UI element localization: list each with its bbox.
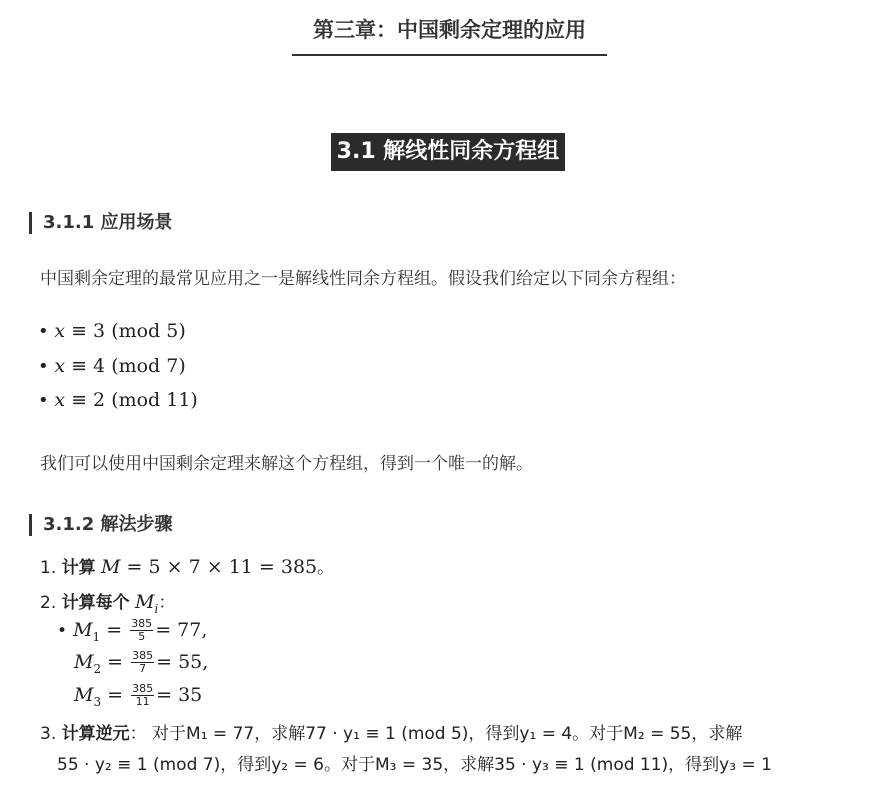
- step-3-line-2: 55 · y₂ ≡ 1 (mod 7)，得到y₂ = 6。对于M₃ = 35，求解35 · y₃ ≡ 1 (mod 11)，得到y₃ = 1: [57, 755, 772, 775]
- fraction-numerator: 385: [131, 617, 153, 630]
- step-3-continued: [57, 750, 772, 775]
- subsection-heading-scene: 3.1.1 应用场景: [29, 212, 173, 234]
- bullet: •: [38, 390, 55, 411]
- fraction-numerator: 385: [132, 682, 154, 695]
- formula-result: = 55,: [156, 651, 209, 673]
- step-expression: = 5 × 7 × 11 = 385: [120, 556, 318, 578]
- fraction: [130, 618, 153, 643]
- section-title-wrap: [0, 133, 882, 171]
- step-number: 2.: [40, 593, 57, 613]
- fraction-denominator: 5: [138, 630, 146, 643]
- bullet: •: [38, 321, 55, 342]
- equation-text: ≡ 2 (mod 11): [65, 389, 198, 411]
- step-number: 1.: [40, 558, 57, 578]
- formula-variable: M: [74, 651, 94, 673]
- subsection-heading-steps: 3.1.2 解法步骤: [29, 514, 173, 536]
- equation-variable: x: [54, 389, 66, 411]
- fraction: [131, 650, 154, 675]
- equation-item: [38, 389, 198, 411]
- step-3-line-1: ： 对于M₁ = 77，求解77 · y₁ ≡ 1 (mod 5)，得到y₁ = 4。对于M₂ = 55，求解: [129, 724, 743, 744]
- step-label: 计算逆元: [61, 724, 130, 744]
- fraction-denominator: 11: [135, 695, 150, 708]
- formula-result: = 77,: [155, 619, 208, 641]
- step-end: ：: [158, 593, 176, 613]
- formula-variable: M: [74, 684, 94, 706]
- formula-subscript: 2: [93, 661, 102, 676]
- step-label: 计算: [61, 558, 96, 578]
- mi-formula-3: $M_3$ = $\frac{385}{11}$ = 35: [74, 682, 203, 709]
- step-end: 。: [317, 558, 335, 578]
- equation-variable: x: [54, 320, 66, 342]
- mi-formula-2: $M_2$ = $\frac{385}{7}$ = 55,: [74, 649, 209, 676]
- step-1: [40, 553, 334, 578]
- step-variable: M: [101, 556, 121, 578]
- conclusion-paragraph: 我们可以使用中国剩余定理来解这个方程组，得到一个唯一的解。: [40, 454, 533, 474]
- chapter-title: 第三章：中国剩余定理的应用: [292, 14, 607, 56]
- step-3: [40, 719, 742, 744]
- section-title: 3.1 解线性同余方程组: [331, 133, 566, 171]
- equation-item: [38, 355, 186, 377]
- step-label: 计算每个: [61, 593, 130, 613]
- formula-subscript: 3: [93, 694, 102, 709]
- equation-item: [38, 320, 186, 342]
- fraction-denominator: 7: [139, 662, 147, 675]
- formula-variable: M: [73, 619, 93, 641]
- step-number: 3.: [40, 724, 57, 744]
- fraction: [131, 683, 154, 708]
- formula-result: = 35: [156, 684, 203, 706]
- step-subscript: i: [154, 601, 159, 616]
- formula-subscript: 1: [92, 629, 101, 644]
- bullet: •: [38, 356, 55, 377]
- intro-paragraph: 中国剩余定理的最常见应用之一是解线性同余方程组。假设我们给定以下同余方程组：: [40, 269, 686, 289]
- bullet: •: [57, 621, 68, 641]
- mi-formula-1: • $M_1$ = $\frac{385}{5}$ = 77,: [57, 617, 208, 644]
- step-variable: M: [135, 591, 155, 613]
- equation-text: ≡ 4 (mod 7): [65, 355, 186, 377]
- equation-variable: x: [54, 355, 66, 377]
- fraction-numerator: 385: [132, 649, 154, 662]
- equation-text: ≡ 3 (mod 5): [65, 320, 186, 342]
- step-2: [40, 588, 175, 616]
